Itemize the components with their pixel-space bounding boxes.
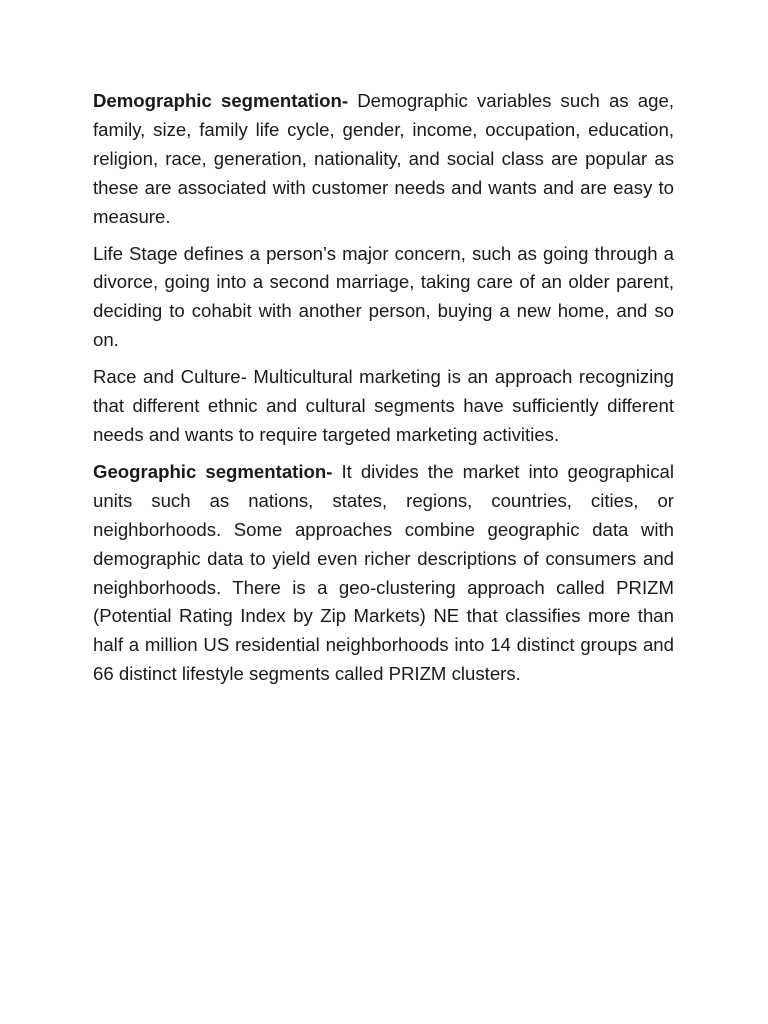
paragraph-text: Demographic variables such as age, family, size, family life cycle, gender, income, occupation, education, religion, race, generation, nationality, and social class are popular as these are associated with customer needs and wants and are easy to measure. [93, 90, 674, 227]
paragraph-heading: Geographic segmentation- [93, 460, 333, 482]
paragraph-demographic-segmentation [93, 87, 674, 232]
paragraph-text: Race and Culture- Multicultural marketing is an approach recognizing that different ethnic and cultural segments have sufficiently different needs and wants to require targeted marketing activities. [93, 366, 674, 445]
document-body [93, 87, 674, 697]
paragraph-life-stage [93, 240, 674, 356]
paragraph-race-and-culture [93, 363, 674, 450]
paragraph-heading: Demographic segmentation- [93, 90, 349, 111]
paragraph-geographic-segmentation [93, 458, 674, 689]
paragraph-text: It divides the market into geographical units such as nations, states, regions, countries, cities, or neighborhoods. Some approaches combine geographic data with demographic data to yield even richer descriptions of consumers and neighborhoods. There is a geo-clustering approach called PRIZM (Potential Rating Index by Zip Markets) NE that classifies more than half a million US residential neighborhoods into 14 distinct groups and 66 distinct lifestyle segments called PRIZM clusters. [93, 460, 674, 685]
paragraph-text: Life Stage defines a person’s major concern, such as going through a divorce, going into a second marriage, taking care of an older parent, deciding to cohabit with another person, buying a new home, and so on. [93, 242, 674, 351]
